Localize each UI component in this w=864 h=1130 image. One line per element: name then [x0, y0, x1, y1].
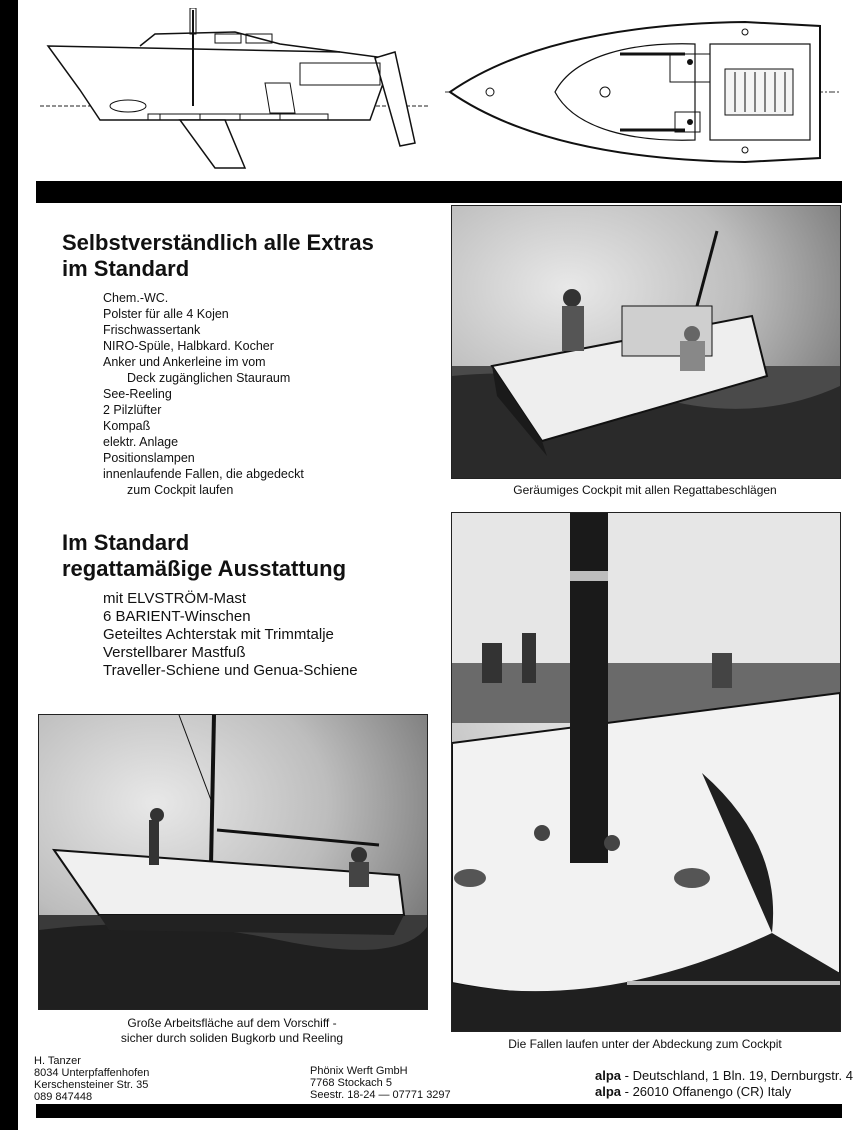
deck-plan-drawing — [445, 14, 840, 164]
alpa-brand: alpa — [595, 1084, 622, 1099]
address-line: 8034 Unterpfaffenhofen — [34, 1067, 150, 1079]
section2-heading-line2: regattamäßige Ausstattung — [62, 556, 347, 581]
standard-extra-item: elektr. Anlage — [103, 435, 179, 449]
standard-extra-item: zum Cockpit laufen — [127, 483, 234, 497]
caption-foredeck-line1: Große Arbeitsfläche auf dem Vorschiff - — [127, 1016, 337, 1030]
regatta-equipment-list — [103, 590, 358, 680]
bottom-black-bar — [36, 1104, 842, 1118]
section1-heading-line2: im Standard — [62, 256, 190, 281]
left-black-border — [0, 0, 18, 1130]
standard-extras-list — [103, 290, 304, 498]
address-line: H. Tanzer — [34, 1055, 81, 1067]
alpa-distributors — [595, 1068, 853, 1100]
standard-extra-item: Deck zugänglichen Stauraum — [127, 371, 291, 385]
caption-foredeck — [38, 1016, 426, 1046]
standard-extra-item: Polster für alle 4 Kojen — [103, 307, 229, 321]
address-line: Seestr. 18-24 — 07771 3297 — [310, 1089, 451, 1101]
section2-heading-line1: Im Standard — [62, 530, 190, 555]
alpa-brand: alpa — [595, 1068, 622, 1083]
dealer-address — [34, 1055, 149, 1103]
regatta-equipment-item: Geteiltes Achterstak mit Trimmtalje — [103, 626, 334, 643]
section1-heading-line1: Selbstverständlich alle Extras — [62, 230, 374, 255]
section2-heading — [62, 530, 346, 582]
regatta-equipment-item: Verstellbarer Mastfuß — [103, 644, 246, 661]
standard-extra-item: NIRO-Spüle, Halbkard. Kocher — [103, 339, 274, 353]
shipyard-address — [310, 1065, 451, 1101]
alpa-address: - 26010 Offanengo (CR) Italy — [621, 1084, 792, 1099]
alpa-line — [595, 1068, 853, 1084]
standard-extra-item: Kompaß — [103, 419, 151, 433]
side-profile-drawing — [40, 8, 430, 173]
photo-mast — [451, 512, 841, 1032]
standard-extra-item: 2 Pilzlüfter — [103, 403, 162, 417]
address-line: 7768 Stockach 5 — [310, 1077, 392, 1089]
address-line: 089 847448 — [34, 1091, 93, 1103]
standard-extra-item: innenlaufende Fallen, die abgedeckt — [103, 467, 304, 481]
photo-foredeck — [38, 714, 428, 1010]
standard-extra-item: Chem.-WC. — [103, 291, 169, 305]
top-black-bar — [36, 181, 842, 203]
alpa-line — [595, 1084, 853, 1100]
caption-foredeck-line2: sicher durch soliden Bugkorb und Reeling — [120, 1031, 344, 1045]
standard-extra-item: Positionslampen — [103, 451, 195, 465]
section1-heading — [62, 230, 374, 282]
caption-cockpit: Geräumiges Cockpit mit allen Regattabeschlägen — [513, 483, 777, 497]
regatta-equipment-item: 6 BARIENT-Winschen — [103, 608, 251, 625]
standard-extra-item: See-Reeling — [103, 387, 172, 401]
regatta-equipment-item: mit ELVSTRÖM-Mast — [103, 590, 247, 607]
standard-extra-item: Anker und Ankerleine im vom — [103, 355, 266, 369]
photo-cockpit — [451, 205, 841, 479]
regatta-equipment-item: Traveller-Schiene und Genua-Schiene — [103, 662, 358, 679]
address-line: Kerschensteiner Str. 35 — [34, 1079, 149, 1091]
alpa-address: - Deutschland, 1 Bln. 19, Dernburgstr. 4 — [621, 1068, 853, 1083]
caption-mast: Die Fallen laufen unter der Abdeckung zum Cockpit — [508, 1037, 782, 1051]
address-line: Phönix Werft GmbH — [310, 1065, 408, 1077]
standard-extra-item: Frischwassertank — [103, 323, 201, 337]
